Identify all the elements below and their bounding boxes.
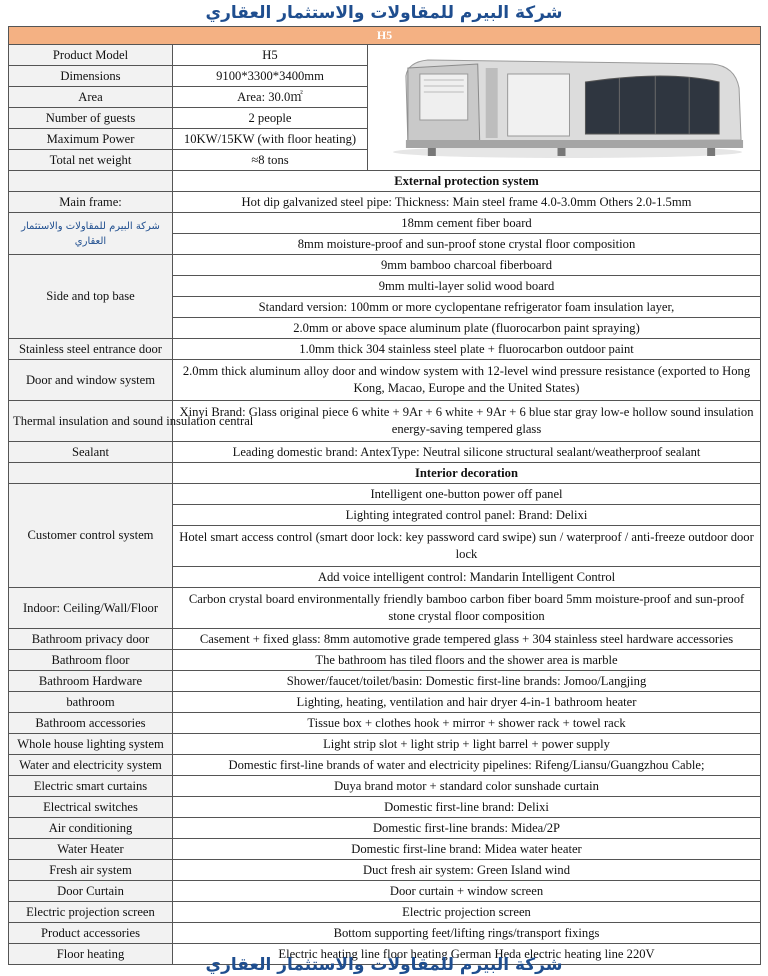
label-door-window: Door and window system [9, 360, 173, 401]
value-power-off-panel: Intelligent one-button power off panel [173, 484, 761, 505]
label-product-accessories: Product accessories [9, 923, 173, 944]
label-bathroom-privacy-door: Bathroom privacy door [9, 629, 173, 650]
value-bamboo-board: 9mm bamboo charcoal fiberboard [173, 255, 761, 276]
label-sealant: Sealant [9, 442, 173, 463]
spec-label-area: Area [9, 87, 173, 108]
label-main-frame: Main frame: [9, 192, 173, 213]
company-name-footer: شركة البيرم للمقاولات والاستثمار العقاري [205, 955, 563, 975]
label-water-electricity: Water and electricity system [9, 755, 173, 776]
value-foam-layer: Standard version: 100mm or more cyclopentane refrigerator foam insulation layer, [173, 297, 761, 318]
company-name-header: شركة البيرم للمقاولات والاستثمار العقاري [205, 3, 563, 23]
label-indoor: Indoor: Ceiling/Wall/Floor [9, 588, 173, 629]
value-door-window: 2.0mm thick aluminum alloy door and window system with 12-level wind pressure resistance (exported to Hong Kong, Macao, Europe and the United States) [173, 360, 761, 401]
spec-label-dimensions: Dimensions [9, 66, 173, 87]
label-curtains: Electric smart curtains [9, 776, 173, 797]
label-bathroom: bathroom [9, 692, 173, 713]
product-image [368, 45, 761, 171]
value-product-accessories: Bottom supporting feet/lifting rings/transport fixings [173, 923, 761, 944]
value-switches: Domestic first-line brand: Delixi [173, 797, 761, 818]
label-air-conditioning: Air conditioning [9, 818, 173, 839]
value-access-control: Hotel smart access control (smart door lock: key password card swipe) sun / waterproof / anti-freeze outdoor door lock [173, 526, 761, 567]
spec-label-max-power: Maximum Power [9, 129, 173, 150]
value-sealant: Leading domestic brand: AntexType: Neutral silicone structural sealant/weatherproof sealant [173, 442, 761, 463]
label-lighting-system: Whole house lighting system [9, 734, 173, 755]
value-air-conditioning: Domestic first-line brands: Midea/2P [173, 818, 761, 839]
label-bathroom-hardware: Bathroom Hardware [9, 671, 173, 692]
label-insulation: Thermal insulation and sound insulation central [9, 401, 173, 442]
section-external-protection: External protection system [173, 171, 761, 192]
value-door-curtain: Door curtain + window screen [173, 881, 761, 902]
value-voice-control: Add voice intelligent control: Mandarin Intelligent Control [173, 567, 761, 588]
value-bathroom: Lighting, heating, ventilation and hair dryer 4-in-1 bathroom heater [173, 692, 761, 713]
value-bathroom-floor: The bathroom has tiled floors and the shower area is marble [173, 650, 761, 671]
spec-table [8, 26, 761, 965]
value-aluminum-plate: 2.0mm or above space aluminum plate (fluorocarbon paint spraying) [173, 318, 761, 339]
spec-value-area: Area: 30.0㎡ [173, 87, 368, 108]
spec-value-product-model: H5 [173, 45, 368, 66]
spec-label-product-model: Product Model [9, 45, 173, 66]
value-curtains: Duya brand motor + standard color sunshade curtain [173, 776, 761, 797]
spec-value-weight: ≈8 tons [173, 150, 368, 171]
value-cement-board: 18mm cement fiber board [173, 213, 761, 234]
value-projection: Electric projection screen [173, 902, 761, 923]
capsule-house-illustration [368, 48, 760, 168]
label-projection: Electric projection screen [9, 902, 173, 923]
spec-label-weight: Total net weight [9, 150, 173, 171]
value-lighting-panel: Lighting integrated control panel: Brand: Delixi [173, 505, 761, 526]
section-spacer-2 [9, 463, 173, 484]
label-bathroom-accessories: Bathroom accessories [9, 713, 173, 734]
value-wood-board: 9mm multi-layer solid wood board [173, 276, 761, 297]
spec-value-dimensions: 9100*3300*3400mm [173, 66, 368, 87]
value-floor-heating: Electric heating line floor heating German Heda electric heating line 220V [173, 944, 761, 965]
section-spacer [9, 171, 173, 192]
section-interior-decoration: Interior decoration [173, 463, 761, 484]
label-fresh-air: Fresh air system [9, 860, 173, 881]
company-name-side: شركة البيرم للمقاولات والاستثمار العقاري [9, 213, 173, 255]
value-entrance-door: 1.0mm thick 304 stainless steel plate + fluorocarbon outdoor paint [173, 339, 761, 360]
label-switches: Electrical switches [9, 797, 173, 818]
label-floor-heating: Floor heating [9, 944, 173, 965]
value-bathroom-accessories: Tissue box + clothes hook + mirror + shower rack + towel rack [173, 713, 761, 734]
value-lighting-system: Light strip slot + light strip + light barrel + power supply [173, 734, 761, 755]
value-fresh-air: Duct fresh air system: Green Island wind [173, 860, 761, 881]
spec-value-guests: 2 people [173, 108, 368, 129]
label-bathroom-floor: Bathroom floor [9, 650, 173, 671]
label-door-curtain: Door Curtain [9, 881, 173, 902]
value-main-frame: Hot dip galvanized steel pipe: Thickness: Main steel frame 4.0-3.0mm Others 2.0-1.5mm [173, 192, 761, 213]
label-water-heater: Water Heater [9, 839, 173, 860]
value-water-heater: Domestic first-line brand: Midea water heater [173, 839, 761, 860]
label-side-top-base: Side and top base [9, 255, 173, 339]
spec-value-max-power: 10KW/15KW (with floor heating) [173, 129, 368, 150]
value-bathroom-privacy-door: Casement + fixed glass: 8mm automotive grade tempered glass + 304 stainless steel hardware accessories [173, 629, 761, 650]
label-customer-control: Customer control system [9, 484, 173, 588]
value-insulation: Xinyi Brand: Glass original piece 6 white + 9Ar + 6 white + 9Ar + 6 blue star gray low-e hollow sound insulation energy-saving tempered glass [173, 401, 761, 442]
value-water-electricity: Domestic first-line brands of water and electricity pipelines: Rifeng/Liansu/Guangzhou Cable; [173, 755, 761, 776]
value-bathroom-hardware: Shower/faucet/toilet/basin: Domestic first-line brands: Jomoo/Langjing [173, 671, 761, 692]
value-floor-composition: 8mm moisture-proof and sun-proof stone crystal floor composition [173, 234, 761, 255]
label-entrance-door: Stainless steel entrance door [9, 339, 173, 360]
value-indoor: Carbon crystal board environmentally friendly bamboo carbon fiber board 5mm moisture-proof and sun-proof stone crystal floor composition [173, 588, 761, 629]
model-header: H5 [9, 27, 761, 45]
spec-label-guests: Number of guests [9, 108, 173, 129]
